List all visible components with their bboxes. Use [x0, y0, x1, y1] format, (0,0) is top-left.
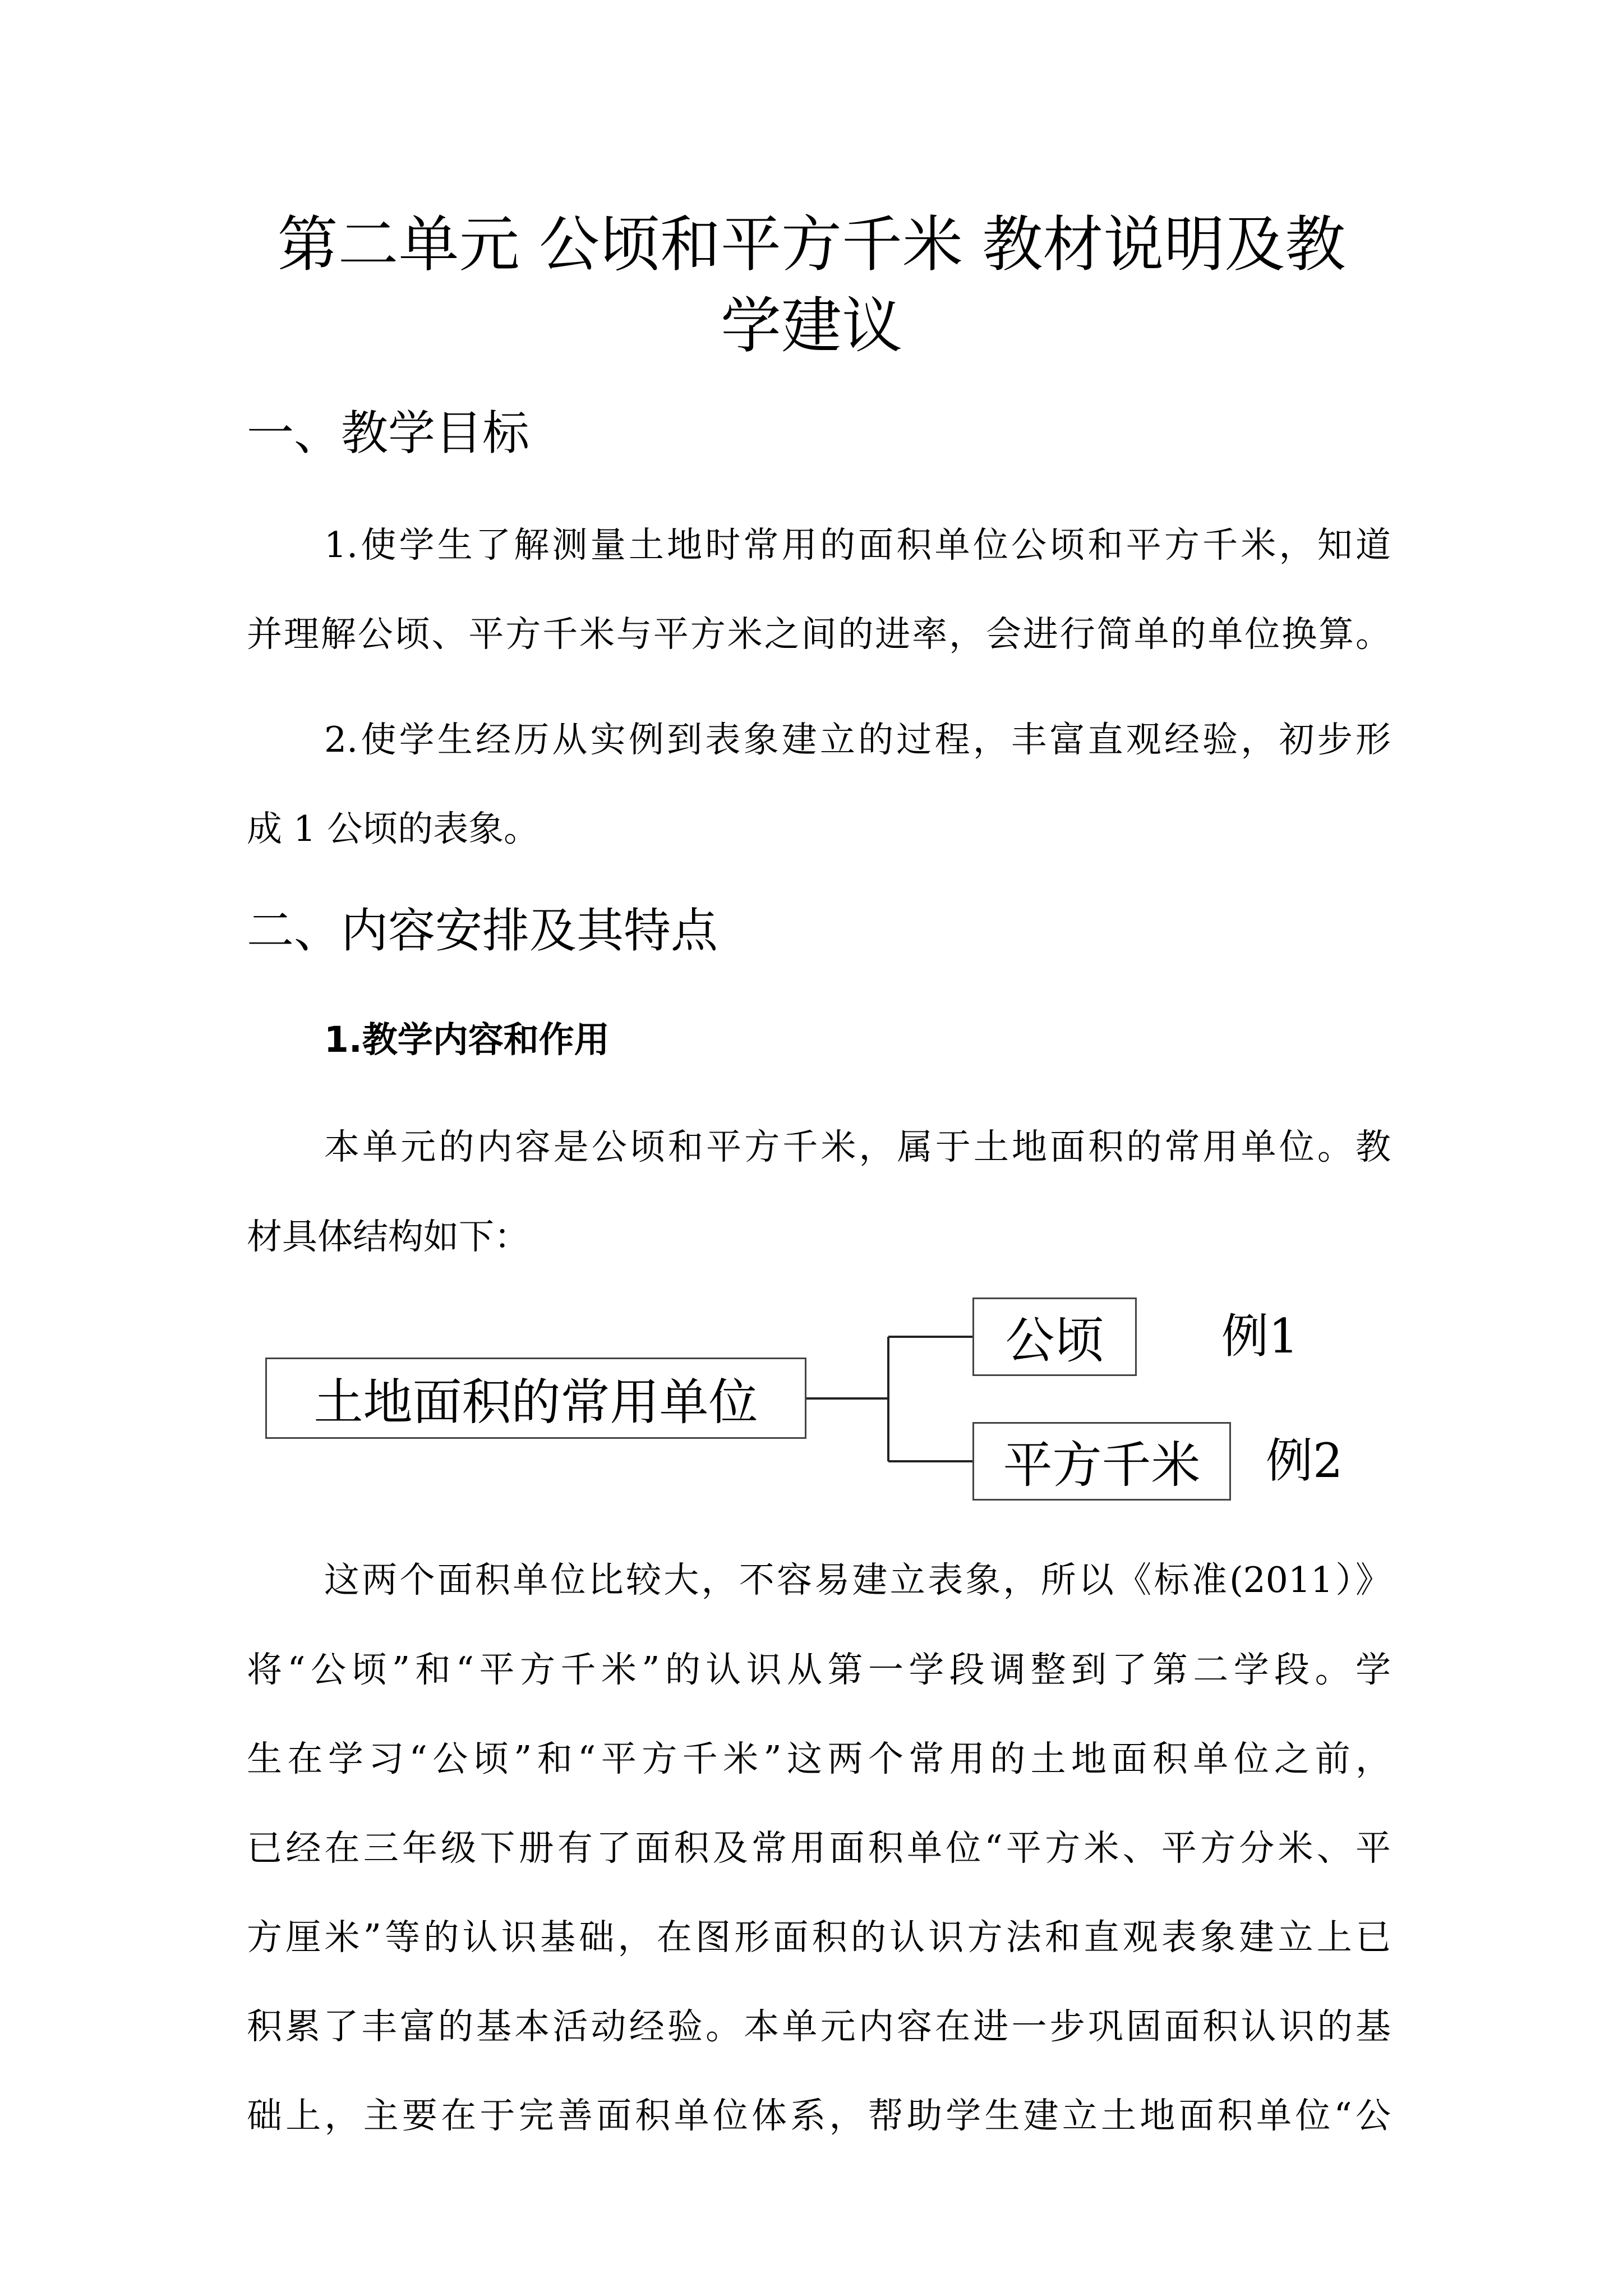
body-line-6: 积累了丰富的基本活动经验。本单元内容在进一步巩固面积认识的基 — [247, 2006, 1391, 2047]
body-line-7: 础上，主要在于完善面积单位体系，帮助学生建立土地面积单位“公 — [247, 2095, 1391, 2136]
diagram-example-1: 例1 — [1221, 1309, 1299, 1364]
diagram-example-2: 例2 — [1266, 1433, 1343, 1488]
body-line-5: 方厘米”等的认识基础，在图形面积的认识方法和直观表象建立上已 — [247, 1917, 1391, 1958]
intro-line-2: 材具体结构如下： — [247, 1216, 529, 1257]
page-title-line-1: 第二单元 公顷和平方千米 教材说明及教 — [277, 210, 1346, 280]
subheading-content-role: 1.教学内容和作用 — [324, 1019, 610, 1060]
page-title-line-2: 学建议 — [720, 291, 902, 361]
section-heading-content: 二、内容安排及其特点 — [247, 903, 718, 958]
goal-1-line-2: 并理解公顷、平方千米与平方米之间的进率，会进行简单的单位换算。 — [247, 614, 1391, 655]
goal-2-line-2: 成 1 公顷的表象。 — [247, 808, 540, 849]
body-line-2: 将“公顷”和“平方千米”的认识从第一学段调整到了第二学段。学 — [247, 1649, 1391, 1690]
diagram-root-box: 土地面积的常用单位 — [265, 1358, 806, 1439]
body-line-4: 已经在三年级下册有了面积及常用面积单位“平方米、平方分米、平 — [247, 1828, 1391, 1869]
section-heading-goals: 一、教学目标 — [247, 406, 530, 461]
goal-1-line-1: 1.使学生了解测量土地时常用的面积单位公顷和平方千米，知道 — [324, 524, 1391, 565]
intro-line-1: 本单元的内容是公顷和平方千米，属于土地面积的常用单位。教 — [324, 1126, 1391, 1167]
goal-2-line-1: 2.使学生经历从实例到表象建立的过程，丰富直观经验，初步形 — [324, 719, 1391, 760]
diagram-branch-hectare: 公顷 — [972, 1297, 1137, 1376]
diagram-branch-square-km: 平方千米 — [972, 1422, 1231, 1501]
body-line-1: 这两个面积单位比较大，不容易建立表象，所以《标准(2011）》 — [324, 1559, 1391, 1600]
body-line-3: 生在学习“公顷”和“平方千米”这两个常用的土地面积单位之前， — [247, 1738, 1391, 1779]
